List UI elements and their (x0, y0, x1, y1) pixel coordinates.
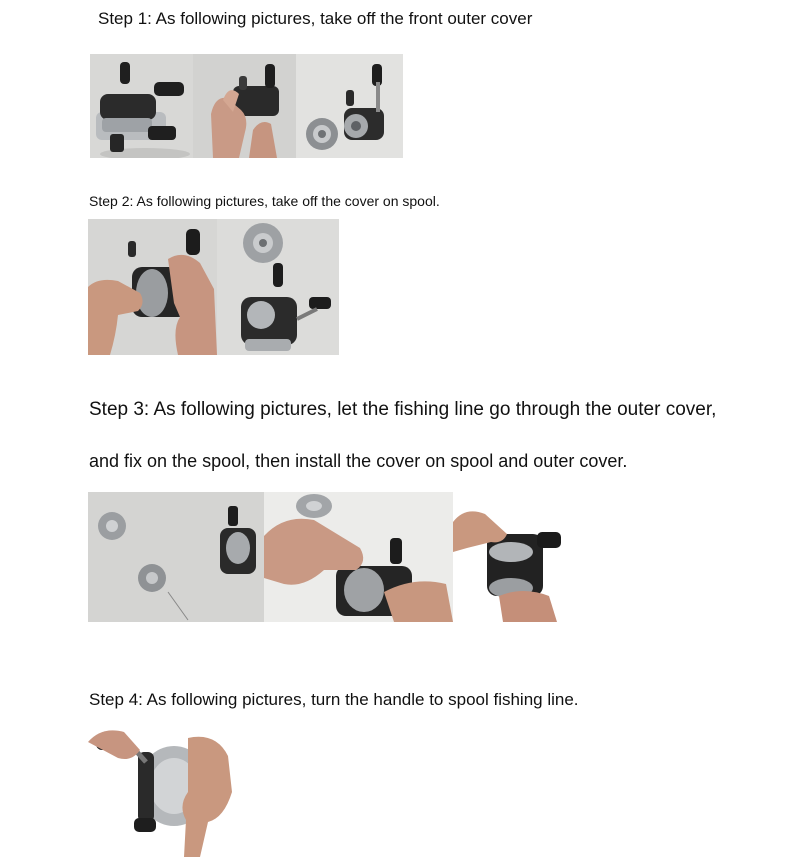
step-1-instruction: Step 1: As following pictures, take off the front outer cover (98, 9, 533, 28)
step-3-instruction-line-1: Step 3: As following pictures, let the fishing line go through the outer cover, (89, 399, 717, 420)
step-2-photo-hands-twisting-spool-cover (88, 219, 217, 355)
step-3-photo-hands-installing-cover (264, 492, 453, 622)
step-4-instruction: Step 4: As following pictures, turn the handle to spool fishing line. (89, 690, 579, 709)
step-3-photo-hands-securing-spool (453, 492, 565, 622)
step-1-photo-reel-assembled (90, 54, 193, 158)
step-2-photo-reel-spool-exposed (217, 219, 339, 355)
step-3-instruction-line-2: and fix on the spool, then install the cover on spool and outer cover. (89, 451, 628, 471)
step-3-photo-parts-laid-out (88, 492, 264, 622)
step-2-instruction: Step 2: As following pictures, take off the cover on spool. (89, 193, 440, 209)
step-1-photo-hands-removing-cover (193, 54, 296, 158)
step-1-photo-reel-cover-removed (296, 54, 403, 158)
step-4-photo-hand-turning-handle (88, 722, 236, 857)
